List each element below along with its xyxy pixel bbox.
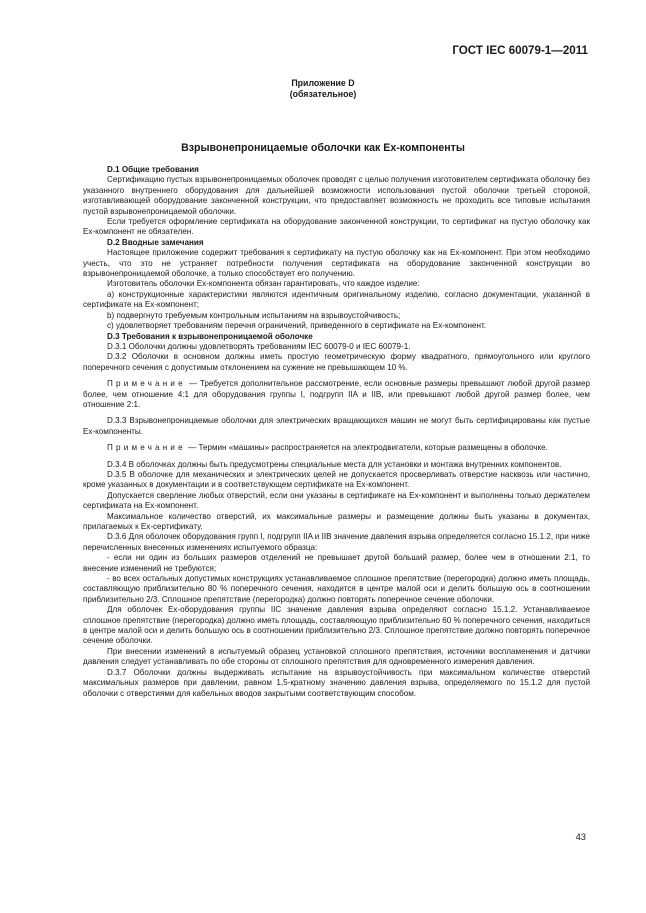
paragraph: Настоящее приложение содержит требования к сертификату на пустую оболочку как на Ex-компонент. При этом необходимо учесть, что это не устраняет потребности получения сертификата на оборудование законченной конструкции во взрывонепроницаемой оболочке, а только способствует его получению. (83, 248, 590, 279)
list-item: c) удовлетворяет требованиям перечня ограничений, приведенного в сертификате на Ex-компонент. (107, 321, 487, 331)
paragraph: D.3.3 Взрывонепроницаемые оболочки для электрических вращающихся машин не могут быть сертифицированы как пустые Ex-компоненты. (83, 416, 590, 436)
list-item: - во всех остальных допустимых конструкциях устанавливаемое сплошное препятствие (перегородка) должно иметь площадь, составляющую приблизительно 80 % поперечного сечения, находится в центре малой оси и делить большую ось в соотношении приблизительно 2/3. Сплошное препятствие (перегородка) должно повторять поперечное сечение оболочки. (83, 574, 590, 604)
paragraph: D.3.6 Для оболочек оборудования групп I, подгрупп IIA и IIB значение давления взрыва определяется согласно 15.1.2, при ниже перечисленных внесенных изменениях испытуемого образца: (83, 532, 590, 552)
annex-status: (обязательное) (289, 89, 357, 100)
heading-d3: D.3 Требования к взрывонепроницаемой оболочке (107, 331, 313, 341)
paragraph: Сертификацию пустых взрывонепроницаемых оболочек проводят с целью получения изготовителем сертификата оболочку без указанного внутреннего оборудования для дальнейшей возможности использования пустой оболочки третьей стороной, изготавливающей оборудование законченной конструкции, что предоставляет возможность не проходить все типовые испытания пустой взрывонепроницаемой оболочки. (83, 175, 590, 216)
heading-d1: D.1 Общие требования (107, 165, 199, 174)
list-item: - если ни один из больших размеров отделений не превышает другой больший размер, более чем в отношении 2:1, то внесение изменений не требуются; (83, 553, 590, 573)
document-body (83, 165, 590, 699)
list-item: b) подвергнуто требуемым контрольным испытаниям на взрывоустойчивость; (107, 310, 401, 320)
paragraph: Максимальное количество отверстий, их максимальные размеры и размещение должны быть указаны в документах, прилагаемых к Ex-сертификату. (83, 511, 590, 531)
paragraph: D.3.1 Оболочки должны удовлетворять требованиям IEC 60079-0 и IEC 60079-1. (107, 341, 411, 351)
note-label: Примечание (107, 443, 186, 453)
paragraph: Если требуется оформление сертификата на оборудование законченной конструкции, то сертификат на пустую оболочку как Ex-компонент не обязателен. (83, 217, 590, 237)
annex-heading (0, 78, 646, 101)
paragraph: При внесении изменений в испытуемый образец установкой сплошного препятствия, источники воспламенения и датчики давления следует устанавливать по обе стороны от сплошного препятствия для одновременного измерения давления. (83, 646, 590, 667)
section-title: Взрывонепроницаемые оболочки как Ex-компоненты (181, 142, 465, 154)
paragraph: Допускается сверление любых отверстий, если они указаны в сертификате на Ex-компонент и выполнены только держателем сертификата на Ex-компонент. (83, 490, 590, 511)
paragraph: D.3.4 В оболочках должны быть предусмотрены специальные места для установки и монтажа внутренних компонентов. (107, 459, 562, 469)
note-text: — Термин «машины» распространяется на электродвигатели, которые размещены в оболочке. (185, 443, 548, 453)
paragraph: D.3.5 В оболочке для механических и электрических целей не допускается просверливать отверстие насквозь или частично, кроме указанных в документации и в соответствующем сертификате на Ex-компонент. (83, 469, 590, 490)
note (83, 443, 590, 453)
note-label: Примечание (107, 379, 186, 389)
note-text: — Требуется дополнительное рассмотрение, если основные размеры превышают любой другой размер более, чем отношение 4:1 для оборудования группы I, подгрупп IIA и IIB, или превышают любой другой размер более, чем отношение 2:1. (83, 379, 590, 409)
heading-d2: D.2 Вводные замечания (107, 237, 204, 247)
annex-title: Приложение D (291, 78, 355, 88)
paragraph: Изготовитель оболочки Ex-компонента обязан гарантировать, что каждое изделие: (107, 279, 420, 289)
standard-designation: ГОСТ IEC 60079-1—2011 (452, 44, 588, 57)
page-number: 43 (575, 831, 586, 842)
paragraph: D.3.7 Оболочки должны выдерживать испытание на взрывоустойчивость при максимальном количестве отверстий максимальных размеров при давлении, равном 1,5-кратному значению давления взрыва, определяемого по 15.1.2 для пустой оболочки с отверстиями для кабельных вводов закрытыми соответствующим способом. (83, 667, 590, 698)
paragraph: Для оболочек Ex-оборудования группы IIC значение давления взрыва определяют согласно 15.1.2. Устанавливаемое сплошное препятствие (перегородка) должно иметь площадь, составляющую приблизительно 60 % поперечного сечения, находиться в центре малой оси и делить большую ось в соотношении приблизительно 2/3. Сплошное препятствие должно повторять поперечное сечение оболочки. (83, 605, 590, 646)
note (83, 379, 590, 410)
list-item: a) конструкционные характеристики являются идентичным оригинальному изделию, согласно документации, указанной в сертификате на Ex-компонент; (83, 289, 590, 310)
paragraph: D.3.2 Оболочки в основном должны иметь простую геометрическую форму квадратного, прямоугольного или круглого поперечного сечения с допустимым отклонением на сужение не превышающем 10 %. (83, 352, 590, 372)
